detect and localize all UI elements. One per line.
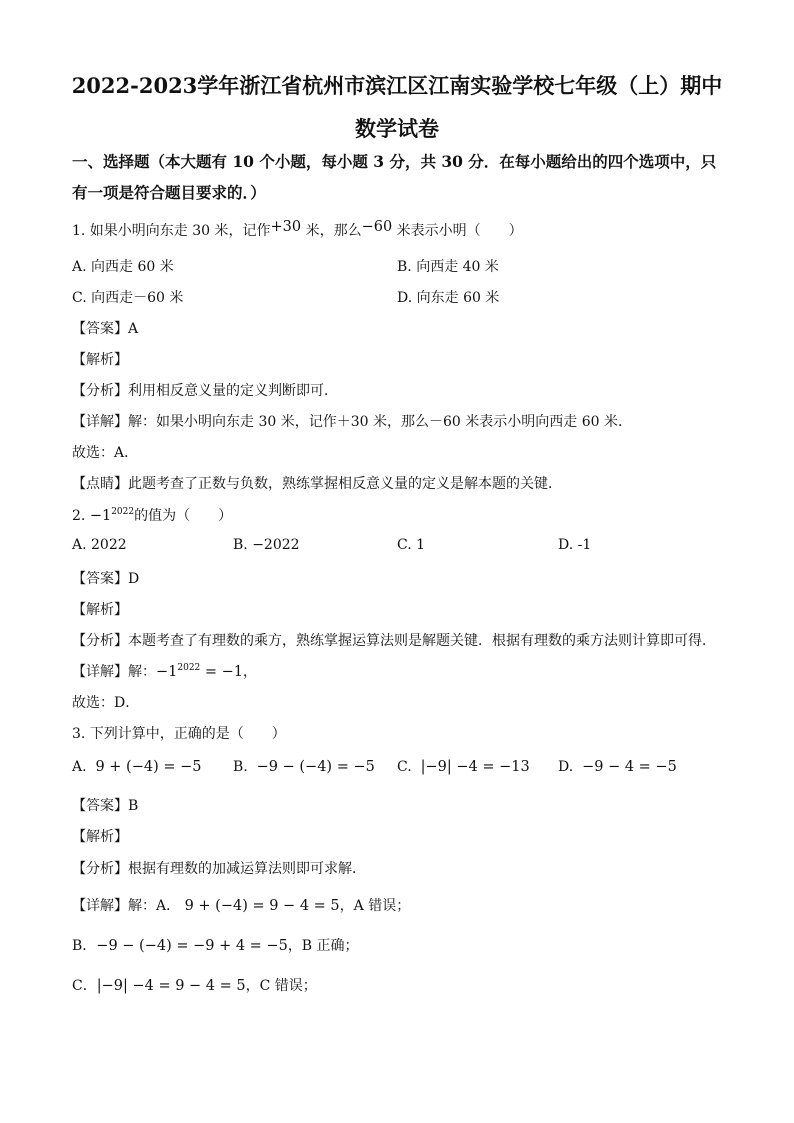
q2-fenxi: 【分析】本题考查了有理数的乘方，熟练掌握运算法则是解题关键．根据有理数的乘方法则计算即可得． (72, 633, 716, 649)
q2-xiangjie-part: 【详解】解： (72, 664, 156, 680)
q3-line-b (72, 935, 359, 955)
q2-xiangjie (72, 661, 257, 681)
q3-xiangjie-label: 【详解】解：A． (72, 898, 181, 914)
q3-line-c-math: |−9| −4 = 9 − 4 = 5 (96, 978, 246, 994)
q2-stem-part: 2. (72, 508, 90, 524)
q3-line-c-tail: ，C 错误； (245, 978, 317, 994)
q2-stem-base: −1 (89, 508, 112, 524)
q2-xiangjie-math: = −1 (200, 664, 244, 680)
q3-line-b-label: B． (72, 938, 97, 954)
q3-fenxi: 【分析】根据有理数的加减运算法则即可求解． (72, 861, 366, 877)
q2-guxuan: 故选：D． (72, 695, 140, 711)
question-2-stem (72, 505, 232, 525)
q1-option-c: C. 向西走－60 米 (72, 290, 184, 306)
q1-xiangjie: 【详解】解：如果小明向东走 30 米，记作＋30 米，那么－60 米表示小明向西走 60 米． (72, 414, 632, 430)
q3-line-c-label: C． (72, 978, 97, 994)
q3-line-b-math: −9 − (−4) = −9 + 4 = −5 (96, 938, 288, 954)
q1-stem-part: 米表示小明（ ） (392, 223, 523, 239)
q3-xiangjie-tail: ，A 错误； (339, 898, 411, 914)
q1-stem-part: 1. 如果小明向东走 30 米，记作 (72, 223, 271, 239)
q3-option-d-label: D. (558, 759, 574, 775)
document-title-line2: 数学试卷 (355, 116, 439, 141)
q1-stem-math: +30 (270, 219, 302, 235)
q3-option-b-label: B. (233, 759, 248, 775)
q3-line-b-tail: ，B 正确； (287, 938, 359, 954)
q2-jiexi: 【解析】 (72, 602, 128, 618)
q3-xiangjie-a (72, 895, 410, 915)
q2-option-a: A. 2022 (72, 537, 127, 553)
q1-answer: 【答案】A (72, 321, 139, 337)
q3-jiexi: 【解析】 (72, 829, 128, 845)
q3-option-d (558, 759, 677, 775)
q3-line-c (72, 975, 317, 995)
q1-option-d: D. 向东走 60 米 (397, 290, 500, 306)
question-3-stem: 3. 下列计算中，正确的是（ ） (72, 726, 286, 742)
q2-xiangjie-part: ， (243, 664, 258, 680)
section-heading-line1: 一、选择题（本大题有 10 个小题，每小题 3 分，共 30 分．在每小题给出的四个选项中，只 (72, 152, 717, 171)
q3-xiangjie-math: 9 + (−4) = 9 − 4 = 5 (184, 898, 340, 914)
q3-option-c-label: C. (397, 759, 412, 775)
q1-fenxi: 【分析】利用相反意义量的定义判断即可． (72, 383, 338, 399)
q3-option-a (72, 759, 202, 775)
q2-stem-part: 的值为（ ） (134, 508, 233, 524)
q3-answer: 【答案】B (72, 798, 139, 814)
q3-option-c (397, 759, 530, 775)
q2-option-d: D. -1 (558, 537, 592, 553)
document-title-line1: 2022-2023学年浙江省杭州市滨江区江南实验学校七年级（上）期中 (71, 73, 723, 98)
q2-xiangjie-exponent: 2022 (177, 663, 201, 673)
q3-option-b-math: −9 − (−4) = −5 (256, 759, 375, 775)
q1-stem-math: −60 (361, 219, 393, 235)
q2-option-b: B. −2022 (233, 537, 300, 553)
q2-option-c: C. 1 (397, 537, 426, 553)
q3-option-d-math: −9 − 4 = −5 (582, 759, 677, 775)
q1-dianjing: 【点睛】此题考查了正数与负数，熟练掌握相反意义量的定义是解本题的关键． (72, 476, 562, 492)
q3-option-a-label: A. (72, 759, 87, 775)
q1-guxuan: 故选：A． (72, 445, 139, 461)
q3-option-a-math: 9 + (−4) = −5 (95, 759, 202, 775)
q1-stem-part: 米，那么 (301, 223, 362, 239)
q3-option-b (233, 759, 375, 775)
question-1-stem (72, 220, 523, 240)
q1-option-a: A. 向西走 60 米 (72, 259, 174, 275)
q1-jiexi: 【解析】 (72, 352, 128, 368)
q2-answer: 【答案】D (72, 571, 140, 587)
section-heading-line2: 有一项是符合题目要求的．） (72, 183, 266, 202)
q2-stem-exponent: 2022 (111, 507, 135, 517)
q2-xiangjie-base: −1 (156, 664, 178, 680)
q1-option-b: B. 向西走 40 米 (397, 259, 499, 275)
q3-option-c-math: |−9| −4 = −13 (420, 759, 530, 775)
